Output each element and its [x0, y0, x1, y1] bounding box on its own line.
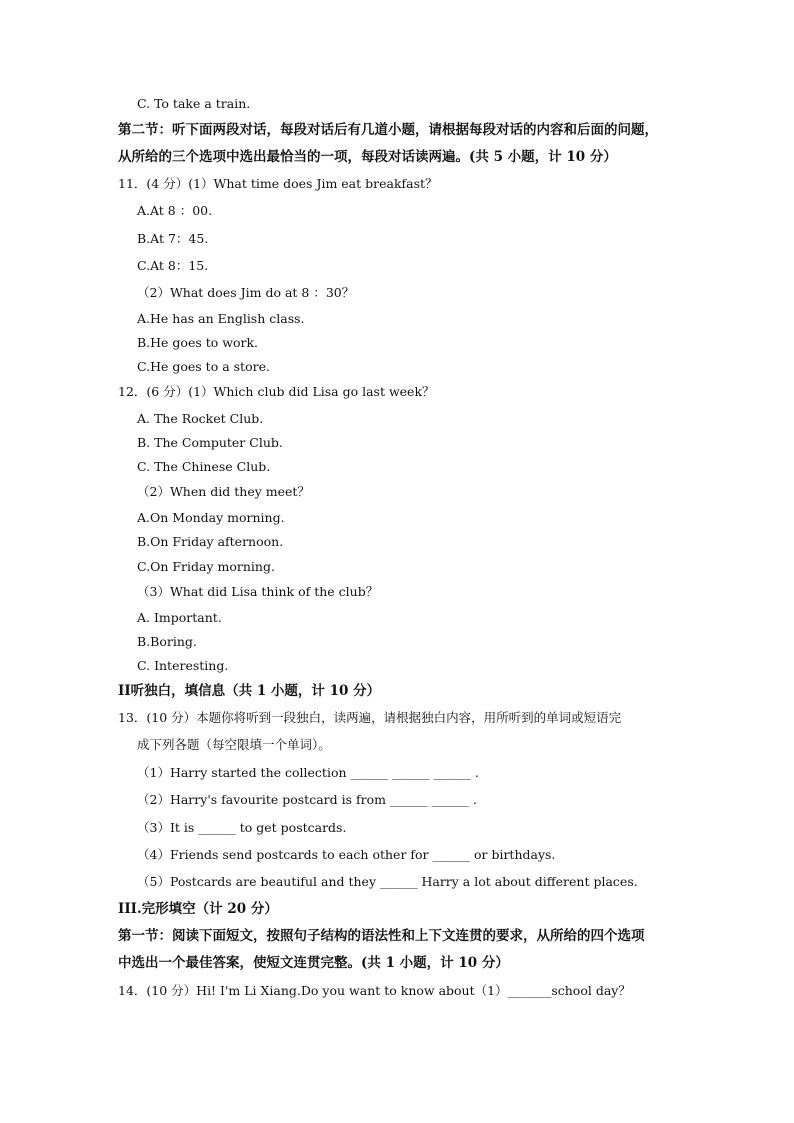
section-iii-heading: III.完形填空（计 20 分） — [118, 901, 278, 917]
q12-2-option-a: A.On Monday morning. — [137, 510, 285, 525]
q12-3-option-c: C. Interesting. — [137, 658, 229, 673]
q11-subquestion-2: （2）What does Jim do at 8 ：30？ — [137, 285, 355, 300]
q12-2-option-c: C.On Friday morning. — [137, 559, 275, 574]
section-2-instruction-line1: 第二节：听下面两段对话，每段对话后有几道小题，请根据每段对话的内容和后面的问题， — [118, 122, 658, 138]
question-13-line2: 成下列各题（每空限填一个单词）。 — [137, 737, 331, 752]
q12-3-option-b: B.Boring. — [137, 634, 197, 649]
q13-blank-2: （2）Harry's favourite postcard is from ______ ______ . — [137, 792, 477, 807]
q11-2-option-a: A.He has an English class. — [137, 311, 305, 326]
q13-blank-3: （3）It is ______ to get postcards. — [137, 820, 347, 835]
section-iii-instruction-line1: 第一节：阅读下面短文，按照句子结构的语法性和上下文连贯的要求，从所给的四个选项 — [118, 928, 645, 944]
q12-subquestion-3: （3）What did Lisa think of the club？ — [137, 584, 379, 599]
question-11: 11．(4 分）(1）What time does Jim eat breakfast？ — [118, 176, 438, 191]
q11-2-option-b: B.He goes to work. — [137, 335, 259, 350]
q11-1-option-b: B.At 7：45. — [137, 231, 209, 246]
q13-blank-4: （4）Friends send postcards to each other for ______ or birthdays. — [137, 847, 556, 862]
section-2-instruction-line2: 从所给的三个选项中选出最恰当的一项，每段对话读两遍。(共 5 小题，计 10 分） — [118, 149, 617, 165]
q11-1-option-c: C.At 8：15. — [137, 258, 209, 273]
q13-blank-5: （5）Postcards are beautiful and they ______ Harry a lot about different places. — [137, 874, 638, 889]
option-c-q10: C. To take a train. — [137, 96, 251, 111]
q12-3-option-a: A. Important. — [137, 610, 222, 625]
q12-1-option-b: B. The Computer Club. — [137, 435, 283, 450]
q13-blank-1: （1）Harry started the collection ______ ______ ______ . — [137, 765, 479, 780]
question-12: 12．(6 分）(1）Which club did Lisa go last week？ — [118, 384, 435, 399]
q12-subquestion-2: （2）When did they meet？ — [137, 484, 310, 499]
section-iii-instruction-line2: 中选出一个最佳答案，使短文连贯完整。(共 1 小题，计 10 分） — [118, 955, 509, 971]
q11-1-option-a: A.At 8 ：00. — [137, 203, 213, 218]
q12-1-option-a: A. The Rocket Club. — [137, 411, 264, 426]
q11-2-option-c: C.He goes to a store. — [137, 359, 270, 374]
section-ii-heading: II听独白，填信息（共 1 小题，计 10 分） — [118, 683, 381, 699]
q12-1-option-c: C. The Chinese Club. — [137, 459, 271, 474]
question-13-line1: 13．(10 分）本题你将听到一段独白，读两遍，请根据独白内容，用所听到的单词或短语完 — [118, 710, 622, 725]
q12-2-option-b: B.On Friday afternoon. — [137, 534, 284, 549]
question-14: 14．(10 分）Hi! I'm Li Xiang.Do you want to know about（1）_______school day？ — [118, 983, 631, 998]
